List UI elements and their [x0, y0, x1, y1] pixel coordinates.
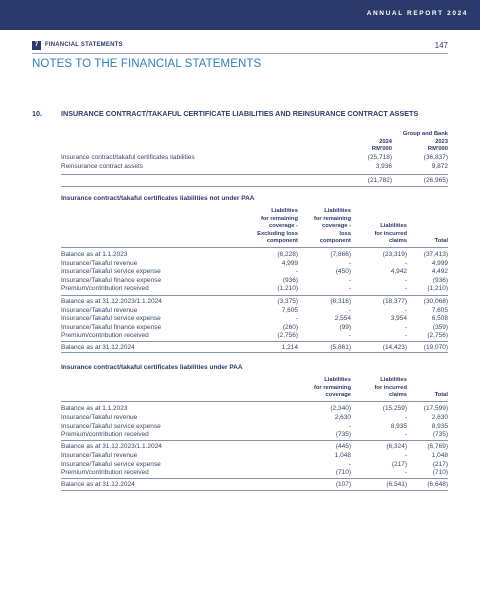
table-cell: (1,210) [277, 285, 298, 293]
table-cell: (99) [339, 323, 351, 331]
summary-col-unit: RM'000 [427, 146, 448, 152]
table-cell: 7,605 [281, 306, 298, 314]
row-label: Balance as at 1.1.2023 [61, 405, 128, 412]
row-label: Insurance/Takaful finance expense [61, 276, 162, 284]
column-header: Total [434, 392, 448, 399]
table-cell: - [404, 306, 407, 314]
summary-cell: (25,718) [367, 154, 392, 161]
table-cell: - [348, 259, 351, 267]
table-cell: - [404, 323, 407, 331]
table-cell: 8,935 [390, 422, 407, 430]
row-label: Premium/contribution received [61, 285, 149, 293]
table-cell: - [404, 332, 407, 340]
table-cell: - [404, 469, 407, 477]
group-header: Group and Bank [402, 131, 448, 137]
summary-cell: 3,936 [375, 163, 392, 170]
row-label: Insurance/Takaful revenue [61, 413, 138, 421]
table-cell: (18,377) [382, 298, 407, 305]
table-cell: 4,942 [390, 268, 407, 276]
summary-col-year: 2024 [379, 138, 392, 145]
table-cell: 7,605 [431, 306, 448, 314]
column-header: Total [434, 238, 448, 245]
annual-report-label: ANNUAL REPORT 2024 [366, 10, 468, 17]
row-label: Balance as at 1.1.2023 [61, 251, 128, 258]
summary-col-unit: RM'000 [371, 146, 392, 152]
row-label: Insurance/Takaful revenue [61, 259, 138, 267]
table-cell: (6,648) [427, 481, 448, 488]
table-cell: (8,316) [330, 298, 351, 305]
row-label: Insurance/Takaful finance expense [61, 323, 162, 331]
table-cell: (7,866) [330, 251, 351, 258]
table-cell: - [295, 268, 298, 276]
row-divider [61, 478, 448, 479]
table-cell: (359) [432, 323, 448, 331]
section-header [32, 41, 448, 51]
row-label: Premium/contribution received [61, 332, 149, 340]
table-cell: 2,630 [334, 413, 351, 421]
row-label: Insurance/Takaful revenue [61, 306, 138, 314]
column-header: Liabilities for remaining coverage - Excluding loss component [257, 208, 298, 245]
table-cell: - [404, 431, 407, 439]
row-label: Insurance/Takaful service expense [61, 268, 161, 276]
page-number: 147 [434, 41, 448, 50]
summary-cell: (36,837) [423, 154, 448, 161]
table-cell: (2,756) [427, 332, 448, 340]
table-cell: 4,492 [431, 268, 448, 276]
section-divider [32, 53, 448, 54]
summary-row-label: Insurance contract/takaful certificates liabilities [61, 154, 195, 161]
table-cell: (6,324) [386, 443, 407, 450]
summary-col-year: 2023 [435, 138, 448, 145]
table-cell: 4,999 [281, 259, 298, 267]
table-cell: (936) [282, 276, 298, 284]
row-divider [61, 295, 448, 296]
row-divider [61, 247, 448, 248]
row-divider [61, 352, 448, 353]
row-label: Insurance/Takaful service expense [61, 315, 161, 323]
summary-row-label: Reinsurance contract assets [61, 163, 144, 170]
note-number: 10. [32, 109, 42, 118]
summary-cell: 9,872 [431, 163, 448, 170]
section-label: FINANCIAL STATEMENTS [45, 42, 123, 48]
row-divider [61, 186, 448, 187]
table-cell: 3,954 [390, 315, 407, 323]
table-cell: - [348, 460, 351, 468]
row-label: Balance as at 31.12.2023/1.1.2024 [61, 443, 162, 450]
row-divider [61, 490, 448, 491]
table-cell: (936) [432, 276, 448, 284]
table-cell: (260) [282, 323, 298, 331]
table-cell: - [348, 332, 351, 340]
table-cell: (23,319) [382, 251, 407, 258]
notes-title: NOTES TO THE FINANCIAL STATEMENTS [32, 58, 262, 70]
table-cell: - [348, 276, 351, 284]
table-cell: (6,228) [277, 251, 298, 258]
note-heading [32, 109, 418, 118]
table-cell: (710) [432, 469, 448, 477]
table-cell: - [348, 422, 351, 430]
table-cell: 8,935 [431, 422, 448, 430]
table-cell: - [348, 285, 351, 293]
table-cell: - [404, 259, 407, 267]
summary-total: (21,782) [367, 176, 392, 184]
row-label: Balance as at 31.12.2024 [61, 481, 135, 488]
column-header: Liabilities for incurred claims [374, 377, 407, 399]
table-cell: 1,048 [334, 451, 351, 459]
row-divider [61, 401, 448, 402]
row-divider [61, 440, 448, 441]
table-cell: (19,070) [423, 343, 448, 351]
table-cell: (2,340) [330, 405, 351, 412]
table-cell: 2,630 [431, 413, 448, 421]
table-cell: (15,259) [382, 405, 407, 412]
table-cell: 1,048 [431, 451, 448, 459]
table-cell: - [348, 306, 351, 314]
table-cell: 1,214 [281, 343, 298, 351]
table-cell: 6,508 [431, 315, 448, 323]
table-cell: (3,375) [277, 298, 298, 305]
row-label: Insurance/Takaful service expense [61, 460, 161, 468]
table-cell: - [404, 276, 407, 284]
table-cell: (30,068) [423, 298, 448, 305]
table-cell: (6,541) [386, 481, 407, 488]
paa-heading: Insurance contract/takaful certificates liabilities under PAA [61, 364, 243, 371]
table-cell: - [295, 315, 298, 323]
table-cell: 4,999 [431, 259, 448, 267]
column-header: Liabilities for remaining coverage [313, 377, 351, 399]
table-cell: (5,861) [330, 343, 351, 351]
row-label: Premium/contribution received [61, 469, 149, 477]
summary-total: (26,965) [423, 176, 448, 184]
row-label: Balance as at 31.12.2024 [61, 343, 135, 351]
table-cell: (735) [432, 431, 448, 439]
table-cell: (17,599) [423, 405, 448, 412]
table-cell: (107) [335, 481, 351, 488]
column-header: Liabilities for incurred claims [374, 223, 407, 245]
table-cell: (710) [335, 469, 351, 477]
not-paa-heading: Insurance contract/takaful certificates liabilities not under PAA [61, 195, 255, 202]
table-cell: (6,769) [427, 443, 448, 450]
table-cell: (1,210) [427, 285, 448, 293]
table-cell: 2,554 [334, 315, 351, 323]
table-cell: - [404, 413, 407, 421]
header-band [0, 0, 480, 30]
column-header: Liabilities for remaining coverage - loss component [313, 208, 351, 245]
table-cell: - [404, 451, 407, 459]
table-cell: (445) [335, 443, 351, 450]
table-cell: - [404, 285, 407, 293]
section-badge: 7 [32, 41, 41, 50]
row-label: Premium/contribution received [61, 431, 149, 439]
table-cell: (217) [391, 460, 407, 468]
row-label: Insurance/Takaful service expense [61, 422, 161, 430]
table-cell: (14,423) [382, 343, 407, 351]
row-label: Balance as at 31.12.2023/1.1.2024 [61, 298, 162, 305]
note-title: INSURANCE CONTRACT/TAKAFUL CERTIFICATE LIABILITIES AND REINSURANCE CONTRACT ASSETS [61, 109, 419, 118]
table-cell: (2,756) [277, 332, 298, 340]
table-cell: (450) [335, 268, 351, 276]
row-label: Insurance/Takaful revenue [61, 451, 138, 459]
table-cell: (37,413) [423, 251, 448, 258]
table-cell: (735) [335, 431, 351, 439]
table-cell: (217) [432, 460, 448, 468]
